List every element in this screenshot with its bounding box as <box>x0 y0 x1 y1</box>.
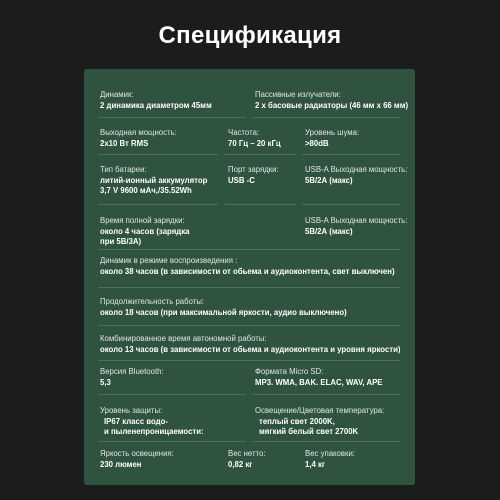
spec-value: 5В/2А (макс) <box>305 175 353 185</box>
spec-battery-type <box>100 165 207 197</box>
spec-value: IP67 класс водо- и пыленепроницаемости: <box>104 416 204 436</box>
spec-label: Порт зарядки: <box>228 165 279 174</box>
spec-label: Выходная мощность: <box>100 128 177 137</box>
spec-lighting-color-temp <box>255 406 384 438</box>
divider <box>225 154 296 155</box>
spec-value: около 13 часов (в зависимости от обьема и аудиоконтента и уровня яркости) <box>100 344 401 354</box>
spec-passive-radiators <box>255 90 408 111</box>
spec-label: Время полной зарядки: <box>100 216 185 225</box>
spec-usba-output-2 <box>305 216 407 237</box>
spec-combined-runtime <box>100 334 400 355</box>
spec-value: теплый свет 2000K, мягкий белый свет 2700K <box>259 416 359 436</box>
divider <box>98 204 218 205</box>
spec-label: Версия Bluetooth: <box>100 367 164 376</box>
spec-value: 2 динамика диаметром 45мм <box>100 100 212 110</box>
divider <box>98 154 218 155</box>
spec-speaker <box>100 90 212 111</box>
divider <box>302 204 401 205</box>
spec-label: Вес нетто: <box>228 449 266 458</box>
spec-package-weight <box>305 449 355 470</box>
spec-protection-level <box>100 406 204 438</box>
spec-bluetooth-version <box>100 367 164 388</box>
spec-value: 2x10 Вт RMS <box>100 138 149 148</box>
spec-label: Продолжительность работы: <box>100 297 205 306</box>
spec-brightness <box>100 449 174 470</box>
spec-net-weight <box>228 449 266 470</box>
spec-label: Тип батареи: <box>100 165 147 174</box>
spec-label: Уровень защиты: <box>100 406 163 415</box>
spec-label: Частота: <box>228 128 260 137</box>
divider <box>98 249 401 250</box>
spec-value: USB -C <box>228 175 255 185</box>
spec-label: Вес упаковки: <box>305 449 355 458</box>
divider <box>252 117 401 118</box>
spec-value: 5,3 <box>100 377 111 387</box>
spec-usba-output-1 <box>305 165 407 186</box>
spec-label: Освещение/Цветовая температура: <box>255 406 385 415</box>
spec-output-power <box>100 128 177 149</box>
spec-full-charge-time <box>100 216 189 248</box>
divider <box>98 394 246 395</box>
spec-value: 1,4 кг <box>305 459 326 469</box>
spec-label: Уровень шума: <box>305 128 360 137</box>
spec-noise-level <box>305 128 359 149</box>
divider <box>225 204 296 205</box>
page-title: Спецификация <box>158 22 342 49</box>
spec-value: 70 Гц – 20 кГц <box>228 138 281 148</box>
spec-value: 230 люмен <box>100 459 142 469</box>
spec-value: MP3. WMA, BAK. ELAC, WAV, APE <box>255 377 383 387</box>
spec-label: Формата Micro SD: <box>255 367 324 376</box>
spec-label: Пассивные излучатели: <box>255 90 341 99</box>
spec-charge-port <box>228 165 279 186</box>
spec-operating-duration <box>100 297 347 318</box>
spec-value: около 18 часов (при максимальной яркости, аудио выключено) <box>100 307 347 317</box>
spec-value: >80dB <box>305 138 329 148</box>
divider <box>98 360 401 361</box>
spec-value: 5В/2А (макс) <box>305 226 353 236</box>
divider <box>98 325 401 326</box>
divider <box>252 394 401 395</box>
divider <box>252 441 401 442</box>
spec-value: 0,82 кг <box>228 459 253 469</box>
divider <box>98 287 401 288</box>
spec-label: Комбинированное время автономной работы: <box>100 334 267 343</box>
spec-label: Динамик: <box>100 90 134 99</box>
spec-value: около 4 часов (зарядка при 5В/3А) <box>100 226 190 246</box>
divider <box>98 441 246 442</box>
spec-label: USB-A Выходная мощность: <box>305 165 408 174</box>
spec-value: литий-ионный аккумулятор 3,7 V 9600 мАч,/35.52Wh <box>100 175 208 195</box>
spec-label: Яркость освещения: <box>100 449 174 458</box>
spec-playback-time <box>100 256 395 277</box>
spec-frequency <box>228 128 281 149</box>
spec-value: около 38 часов (в зависимости от обьема и аудиоконтента, свет выключен) <box>100 266 395 276</box>
divider <box>302 154 401 155</box>
spec-label: Динамик в режиме воспроизведения : <box>100 256 238 265</box>
spec-label: USB-A Выходная мощность: <box>305 216 408 225</box>
divider <box>98 117 246 118</box>
spec-value: 2 х басовые радиаторы (46 мм х 66 мм) <box>255 100 409 110</box>
spec-panel <box>84 69 415 485</box>
spec-microsd-formats <box>255 367 383 388</box>
